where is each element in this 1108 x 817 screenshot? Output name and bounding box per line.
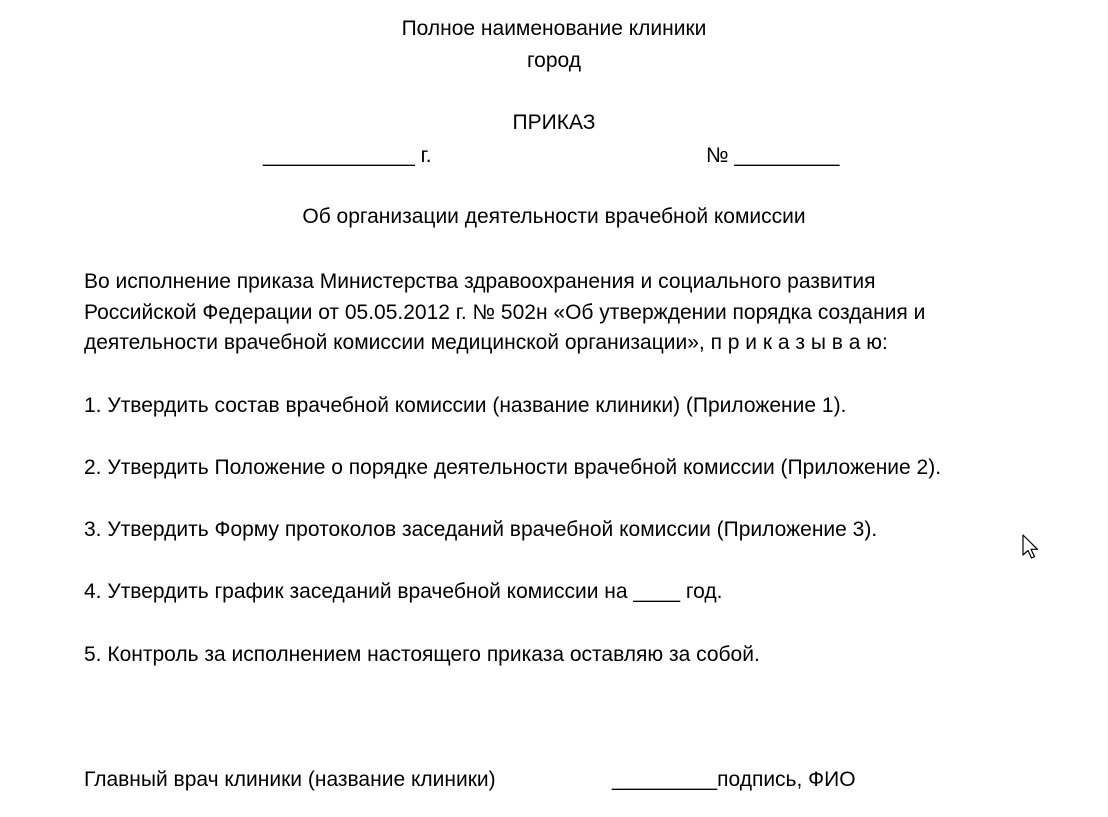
date-field: _____________ г. — [263, 144, 432, 167]
city: город — [526, 49, 582, 72]
signatory-position: Главный врач клиники (название клиники) — [84, 768, 496, 791]
preamble-paragraph — [84, 267, 1044, 359]
signature-line: _________подпись, ФИО — [612, 768, 856, 791]
order-subject: Об организации деятельности врачебной комиссии — [302, 205, 806, 228]
mouse-pointer-icon — [1021, 534, 1041, 560]
order-item-4: 4. Утвердить график заседаний врачебной комиссии на ____ год. — [84, 580, 723, 603]
preamble-line: Во исполнение приказа Министерства здравоохранения и социального развития — [84, 270, 876, 293]
preamble-line: деятельности врачебной комиссии медицинской организации», п р и к а з ы в а ю: — [84, 331, 888, 354]
order-item-2: 2. Утвердить Положение о порядке деятельности врачебной комиссии (Приложение 2). — [84, 456, 942, 479]
preamble-line: Российской Федерации от 05.05.2012 г. № 502н «Об утверждении порядка создания и — [84, 300, 926, 324]
order-number-field: № _________ — [706, 144, 840, 167]
clinic-name: Полное наименование клиники — [401, 17, 707, 40]
order-item-1: 1. Утвердить состав врачебной комиссии (название клиники) (Приложение 1). — [84, 394, 847, 417]
order-item-5: 5. Контроль за исполнением настоящего приказа оставляю за собой. — [84, 643, 760, 666]
order-item-3: 3. Утвердить Форму протоколов заседаний врачебной комиссии (Приложение 3). — [84, 518, 878, 541]
document-title: ПРИКАЗ — [512, 111, 596, 134]
